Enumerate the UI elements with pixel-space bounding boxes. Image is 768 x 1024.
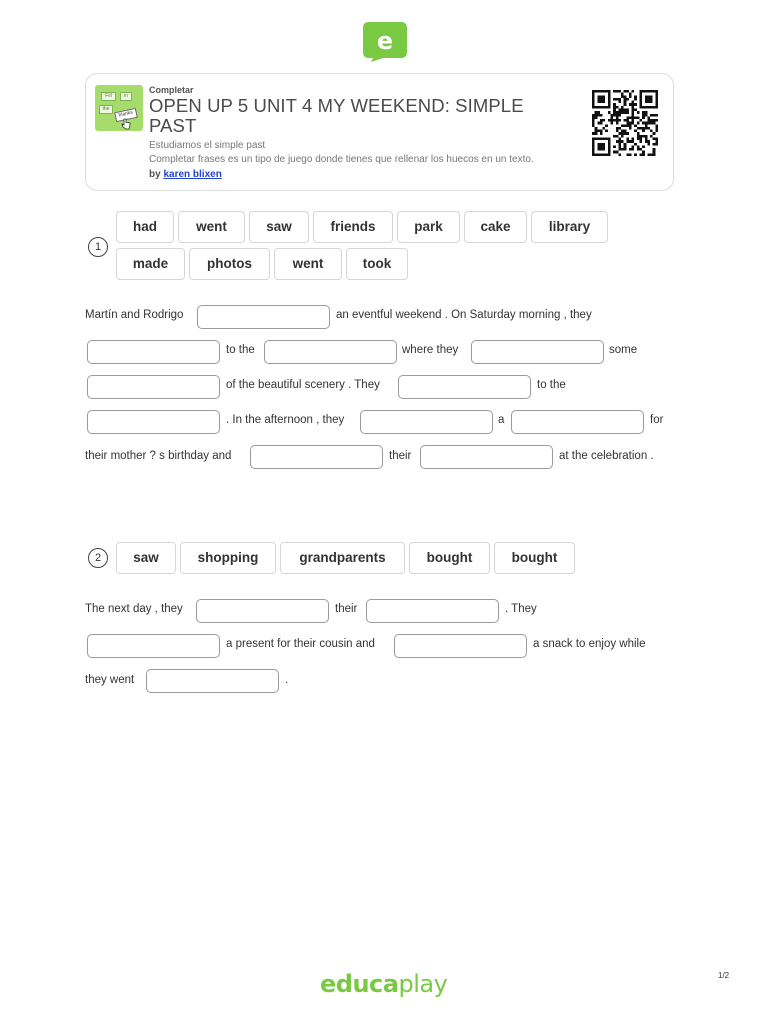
activity-title: OPEN UP 5 UNIT 4 MY WEEKEND: SIMPLE PAST: [149, 95, 524, 136]
word-chip[interactable]: friends: [313, 211, 393, 243]
sentence-text: . They: [505, 603, 537, 615]
by-label: by: [149, 169, 161, 180]
sentence-text: at the celebration .: [559, 450, 654, 462]
word-chip[interactable]: had: [116, 211, 174, 243]
word-chip[interactable]: saw: [116, 542, 176, 574]
author-link[interactable]: karen blixen: [163, 169, 222, 180]
blank-input[interactable]: [87, 375, 220, 399]
activity-header-card: [85, 73, 674, 191]
wordmark-part-2: play: [398, 970, 448, 998]
blank-input[interactable]: [394, 634, 527, 658]
sentence-text: where they: [402, 344, 459, 356]
sentence-text: their: [389, 450, 412, 462]
section-number-2: 2: [88, 548, 108, 568]
wordmark-part-1: educa: [320, 970, 399, 998]
sentence-text: their: [335, 603, 358, 615]
author-line: [149, 169, 222, 180]
activity-subtitle: Estudiamos el simple past: [149, 140, 266, 151]
sentence-text: a snack to enjoy while: [533, 638, 646, 650]
word-chip[interactable]: shopping: [180, 542, 276, 574]
blank-input[interactable]: [511, 410, 644, 434]
qr-code-icon[interactable]: [591, 90, 659, 156]
word-chip[interactable]: made: [116, 248, 185, 280]
sentence-text: . In the afternoon , they: [226, 414, 345, 426]
blank-input[interactable]: [360, 410, 493, 434]
sentence-text: they went: [85, 674, 135, 686]
sentence-text: a present for their cousin and: [226, 638, 375, 650]
blank-input[interactable]: [87, 340, 220, 364]
word-chip[interactable]: photos: [189, 248, 270, 280]
activity-type: Completar: [149, 85, 194, 95]
blank-input[interactable]: [196, 599, 329, 623]
blank-input[interactable]: [366, 599, 499, 623]
page-number: 1/2: [718, 971, 730, 980]
activity-description: Completar frases es un tipo de juego donde tienes que rellenar los huecos en un texto.: [149, 154, 534, 165]
blank-input[interactable]: [398, 375, 531, 399]
sentence-text: .: [285, 674, 289, 686]
blank-input[interactable]: [87, 634, 220, 658]
sentence-text: a: [498, 414, 505, 426]
sentence-text: The next day , they: [85, 603, 183, 615]
blank-input[interactable]: [471, 340, 604, 364]
blank-input[interactable]: [420, 445, 553, 469]
sentence-text: of the beautiful scenery . They: [226, 379, 380, 391]
word-chip[interactable]: took: [346, 248, 408, 280]
blank-input[interactable]: [146, 669, 279, 693]
educaplay-logo-icon: [361, 22, 407, 62]
word-chip[interactable]: bought: [494, 542, 575, 574]
thumbnail-card: blanks: [114, 108, 138, 122]
blank-input[interactable]: [197, 305, 330, 329]
word-chip[interactable]: saw: [249, 211, 309, 243]
sentence-text: Martín and Rodrigo: [85, 309, 184, 321]
thumbnail-card: the: [99, 105, 113, 114]
blank-input[interactable]: [250, 445, 383, 469]
section-number-1: 1: [88, 237, 108, 257]
svg-text:e: e: [376, 27, 394, 55]
sentence-text: to the: [537, 379, 566, 391]
blank-input[interactable]: [87, 410, 220, 434]
sentence-text: an eventful weekend . On Saturday morning , they: [336, 309, 592, 321]
sentence-text: for: [650, 414, 664, 426]
hand-cursor-icon: [121, 118, 131, 130]
activity-thumbnail: [95, 85, 143, 131]
sentence-text: some: [609, 344, 638, 356]
thumbnail-card: in: [120, 92, 132, 101]
thumbnail-card: Fill: [101, 92, 116, 101]
word-chip[interactable]: grandparents: [280, 542, 405, 574]
word-chip[interactable]: library: [531, 211, 608, 243]
blank-input[interactable]: [264, 340, 397, 364]
word-chip[interactable]: bought: [409, 542, 490, 574]
word-chip[interactable]: cake: [464, 211, 527, 243]
sentence-text: to the: [226, 344, 255, 356]
word-chip[interactable]: went: [178, 211, 245, 243]
sentence-text: their mother ? s birthday and: [85, 450, 232, 462]
word-chip[interactable]: went: [274, 248, 342, 280]
educaplay-wordmark: [320, 970, 447, 998]
word-chip[interactable]: park: [397, 211, 460, 243]
